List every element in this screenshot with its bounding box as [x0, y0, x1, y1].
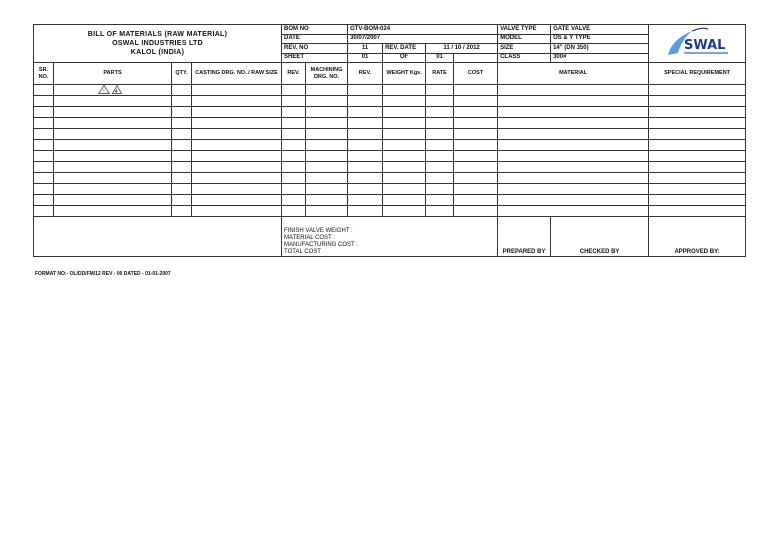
bom-table: [33, 24, 746, 257]
of-value: 01: [426, 53, 454, 63]
size-value: 14" (DN 350): [551, 44, 649, 54]
table-row: [34, 107, 746, 118]
prepared-by-label: PREPARED BY: [498, 217, 551, 257]
valve-type-value: GATE VALVE: [551, 25, 649, 35]
sheet-value: 01: [348, 53, 383, 63]
bom-no-label: BOM NO: [282, 25, 348, 35]
logo-text: SWAL: [684, 38, 726, 53]
rev-date-value: 11 / 10 / 2012: [426, 44, 498, 54]
format-number-line: FORMAT NO:- OL/DD/FM/12 REV - 00 DATED - 01-01-2007: [35, 271, 171, 277]
model-label: MODEL: [498, 34, 551, 44]
of-label: OF: [383, 53, 426, 63]
document-title: [34, 25, 282, 63]
col-material: MATERIAL: [498, 63, 649, 85]
table-row: [34, 96, 746, 107]
valve-type-label: VALVE TYPE: [498, 25, 551, 35]
table-row: [34, 162, 746, 173]
svg-text:!: !: [103, 88, 106, 95]
date-value: 30/07/2007: [348, 34, 498, 44]
total-cost-label: TOTAL COST: [284, 249, 321, 255]
col-cost: COST: [454, 63, 498, 85]
col-special: SPECIAL REQUIREMENT: [649, 63, 746, 85]
revision-mark: [54, 85, 172, 96]
col-rev-2: REV.: [348, 63, 383, 85]
company-logo: [649, 25, 746, 63]
totals-block: [282, 217, 498, 257]
title-line-3: KALOL (INDIA): [130, 49, 185, 56]
class-label: CLASS: [498, 53, 551, 63]
model-value: OS & Y TYPE: [551, 34, 649, 44]
sheet-label: SHEET: [282, 53, 348, 63]
revision-number: 4: [114, 88, 118, 95]
bom-no-value: GTV-BOM-024: [348, 25, 498, 35]
warning-triangle-icon: [98, 85, 110, 94]
title-line-1: BILL OF MATERIALS (RAW MATERIAL): [87, 31, 228, 38]
table-row: [34, 195, 746, 206]
column-header-row: [34, 63, 746, 85]
table-row: [34, 85, 746, 96]
footer-row: [34, 217, 746, 257]
table-row: [34, 151, 746, 162]
table-row: [34, 184, 746, 195]
col-casting: CASTING DRG. NO. / RAW SIZE: [192, 63, 282, 85]
logo-swoosh-icon: [662, 25, 732, 59]
col-rate: RATE: [426, 63, 454, 85]
table-row: [34, 206, 746, 217]
table-row: [34, 118, 746, 129]
col-rev: REV.: [282, 63, 306, 85]
finish-weight-label: FINISH VALVE WEIGHT :: [284, 228, 353, 234]
col-sr-no: SR. NO.: [34, 63, 54, 85]
approved-by-label: APPROVED BY:: [649, 217, 746, 257]
table-row: [34, 129, 746, 140]
rev-date-label: REV. DATE: [383, 44, 426, 54]
checked-by-label: CHECKED BY: [551, 217, 649, 257]
date-label: DATE: [282, 34, 348, 44]
rev-no-label: REV. NO: [282, 44, 348, 54]
col-machining: MACHINING DRG. NO.: [306, 63, 348, 85]
class-value: 300#: [551, 53, 649, 63]
table-row: [34, 140, 746, 151]
material-cost-label: MATERIAL COST :: [284, 235, 335, 241]
col-qty: QTY.: [172, 63, 192, 85]
title-line-2: OSWAL INDUSTRIES LTD: [112, 40, 203, 47]
sheet-blank: [454, 53, 498, 63]
size-label: SIZE: [498, 44, 551, 54]
table-row: [34, 173, 746, 184]
rev-no-value: 11: [348, 44, 383, 54]
manufacturing-cost-label: MANUFACTURING COST :: [284, 242, 358, 248]
footer-blank: [34, 217, 282, 257]
col-parts: PARTS: [54, 63, 172, 85]
col-weight: WEIGHT Kgs.: [383, 63, 426, 85]
